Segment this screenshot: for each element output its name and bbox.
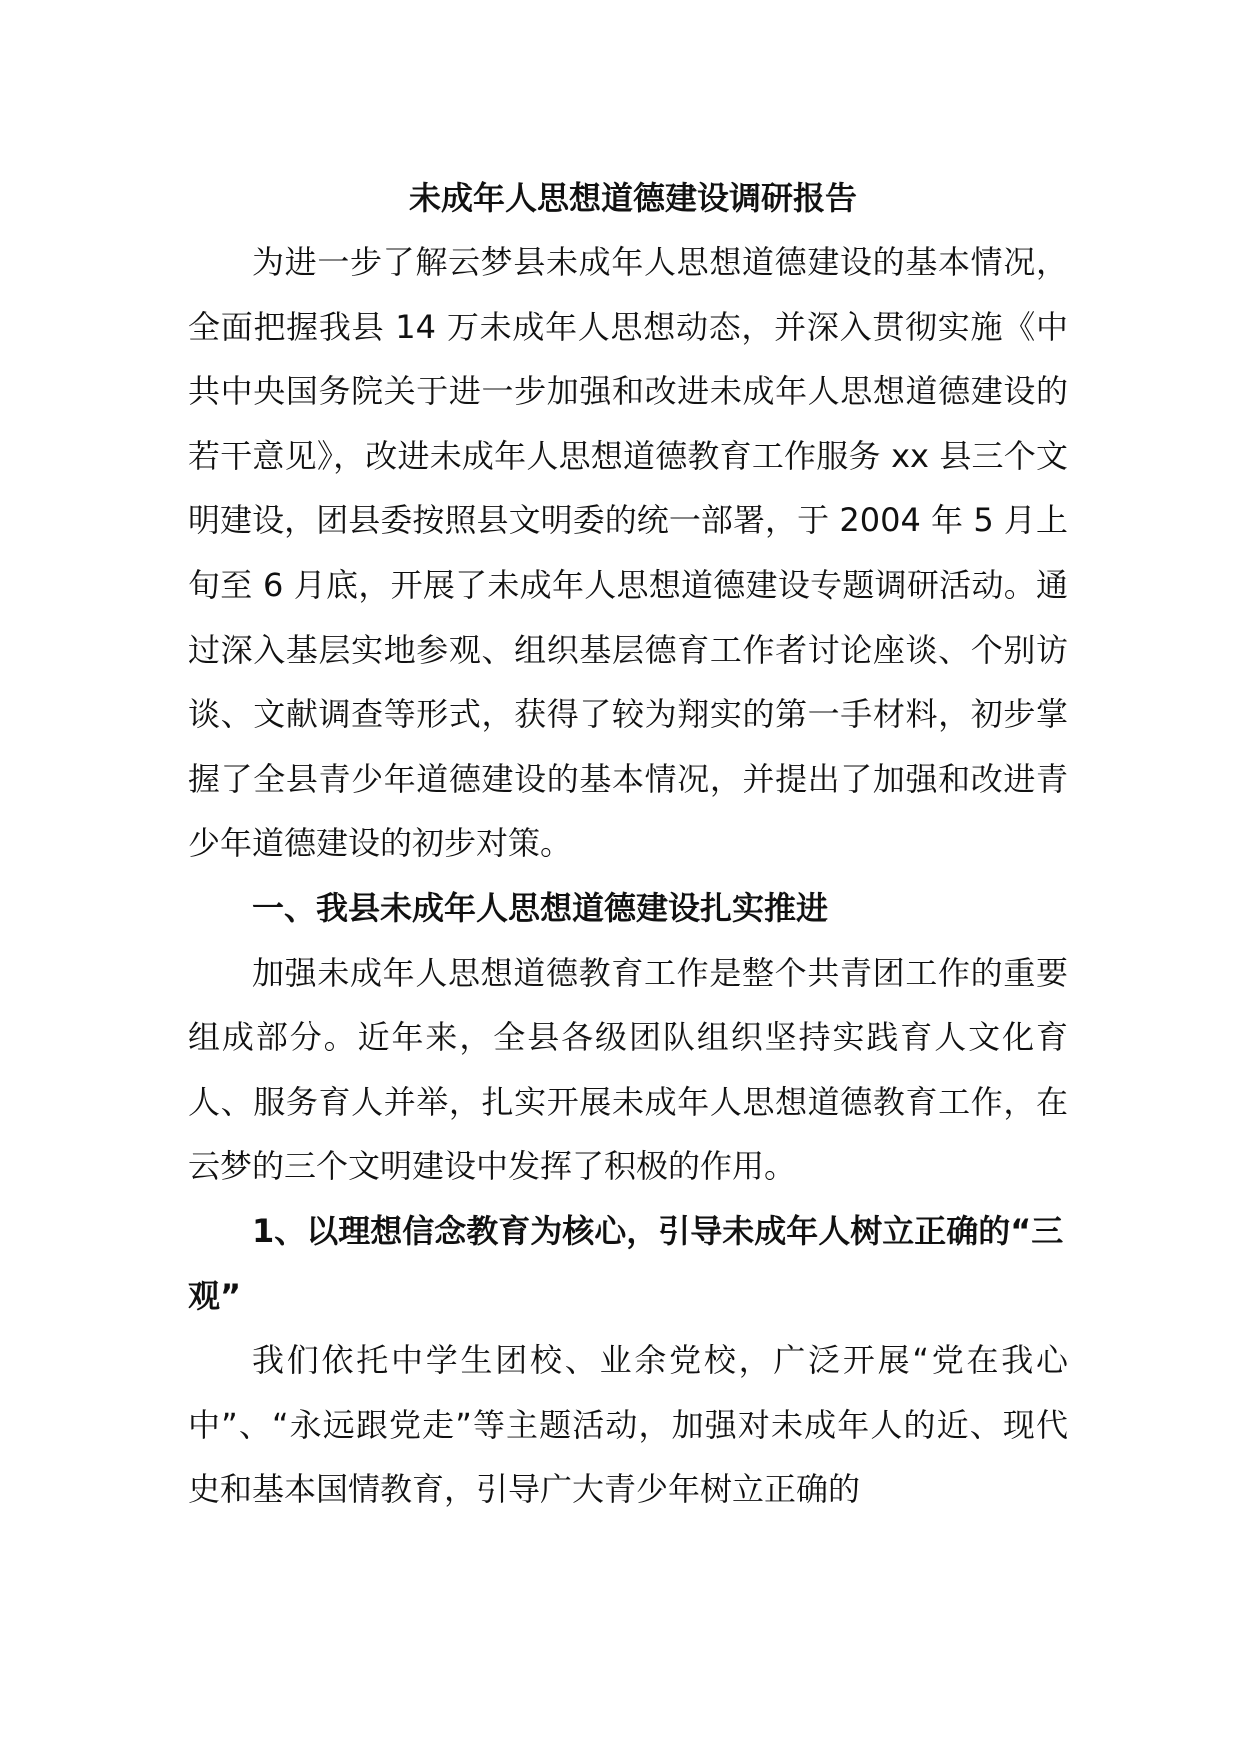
subsection-paragraph-1: 我们依托中学生团校、业余党校，广泛开展“党在我心中”、“永远跟党走”等主题活动，加强对未成年人的近、现代史和基本国情教育，引导广大青少年树立正确的	[188, 1341, 1068, 1509]
document-title: 未成年人思想道德建设调研报告	[408, 179, 857, 217]
subsection-heading-1: 1、以理想信念教育为核心，引导未成年人树立正确的“三观”	[188, 1211, 1064, 1315]
section-heading-1: 一、我县未成年人思想道德建设扎实推进	[252, 888, 829, 927]
section-paragraph-1: 加强未成年人思想道德教育工作是整个共青团工作的重要组成部分。近年来，全县各级团队组织坚持实践育人文化育人、服务育人并举，扎实开展未成年人思想道德教育工作，在云梦的三个文明建设中发挥了积极的作用。	[188, 953, 1068, 1186]
document-body	[188, 166, 1068, 1522]
intro-paragraph: 为进一步了解云梦县未成年人思想道德建设的基本情况，全面把握我县 14 万未成年人思想动态，并深入贯彻实施《中共中央国务院关于进一步加强和改进未成年人思想道德建设的若干意见》，改进未成年人思想道德教育工作服务 xx 县三个文明建设，团县委按照县文明委的统一部署，于 2004 年 5 月上旬至 6 月底，开展了未成年人思想道德建设专题调研活动。通过深入基层实地参观、组织基层德育工作者讨论座谈、个别访谈、文献调查等形式，获得了较为翔实的第一手材料，初步掌握了全县青少年道德建设的基本情况，并提出了加强和改进青少年道德建设的初步对策。	[188, 243, 1068, 863]
